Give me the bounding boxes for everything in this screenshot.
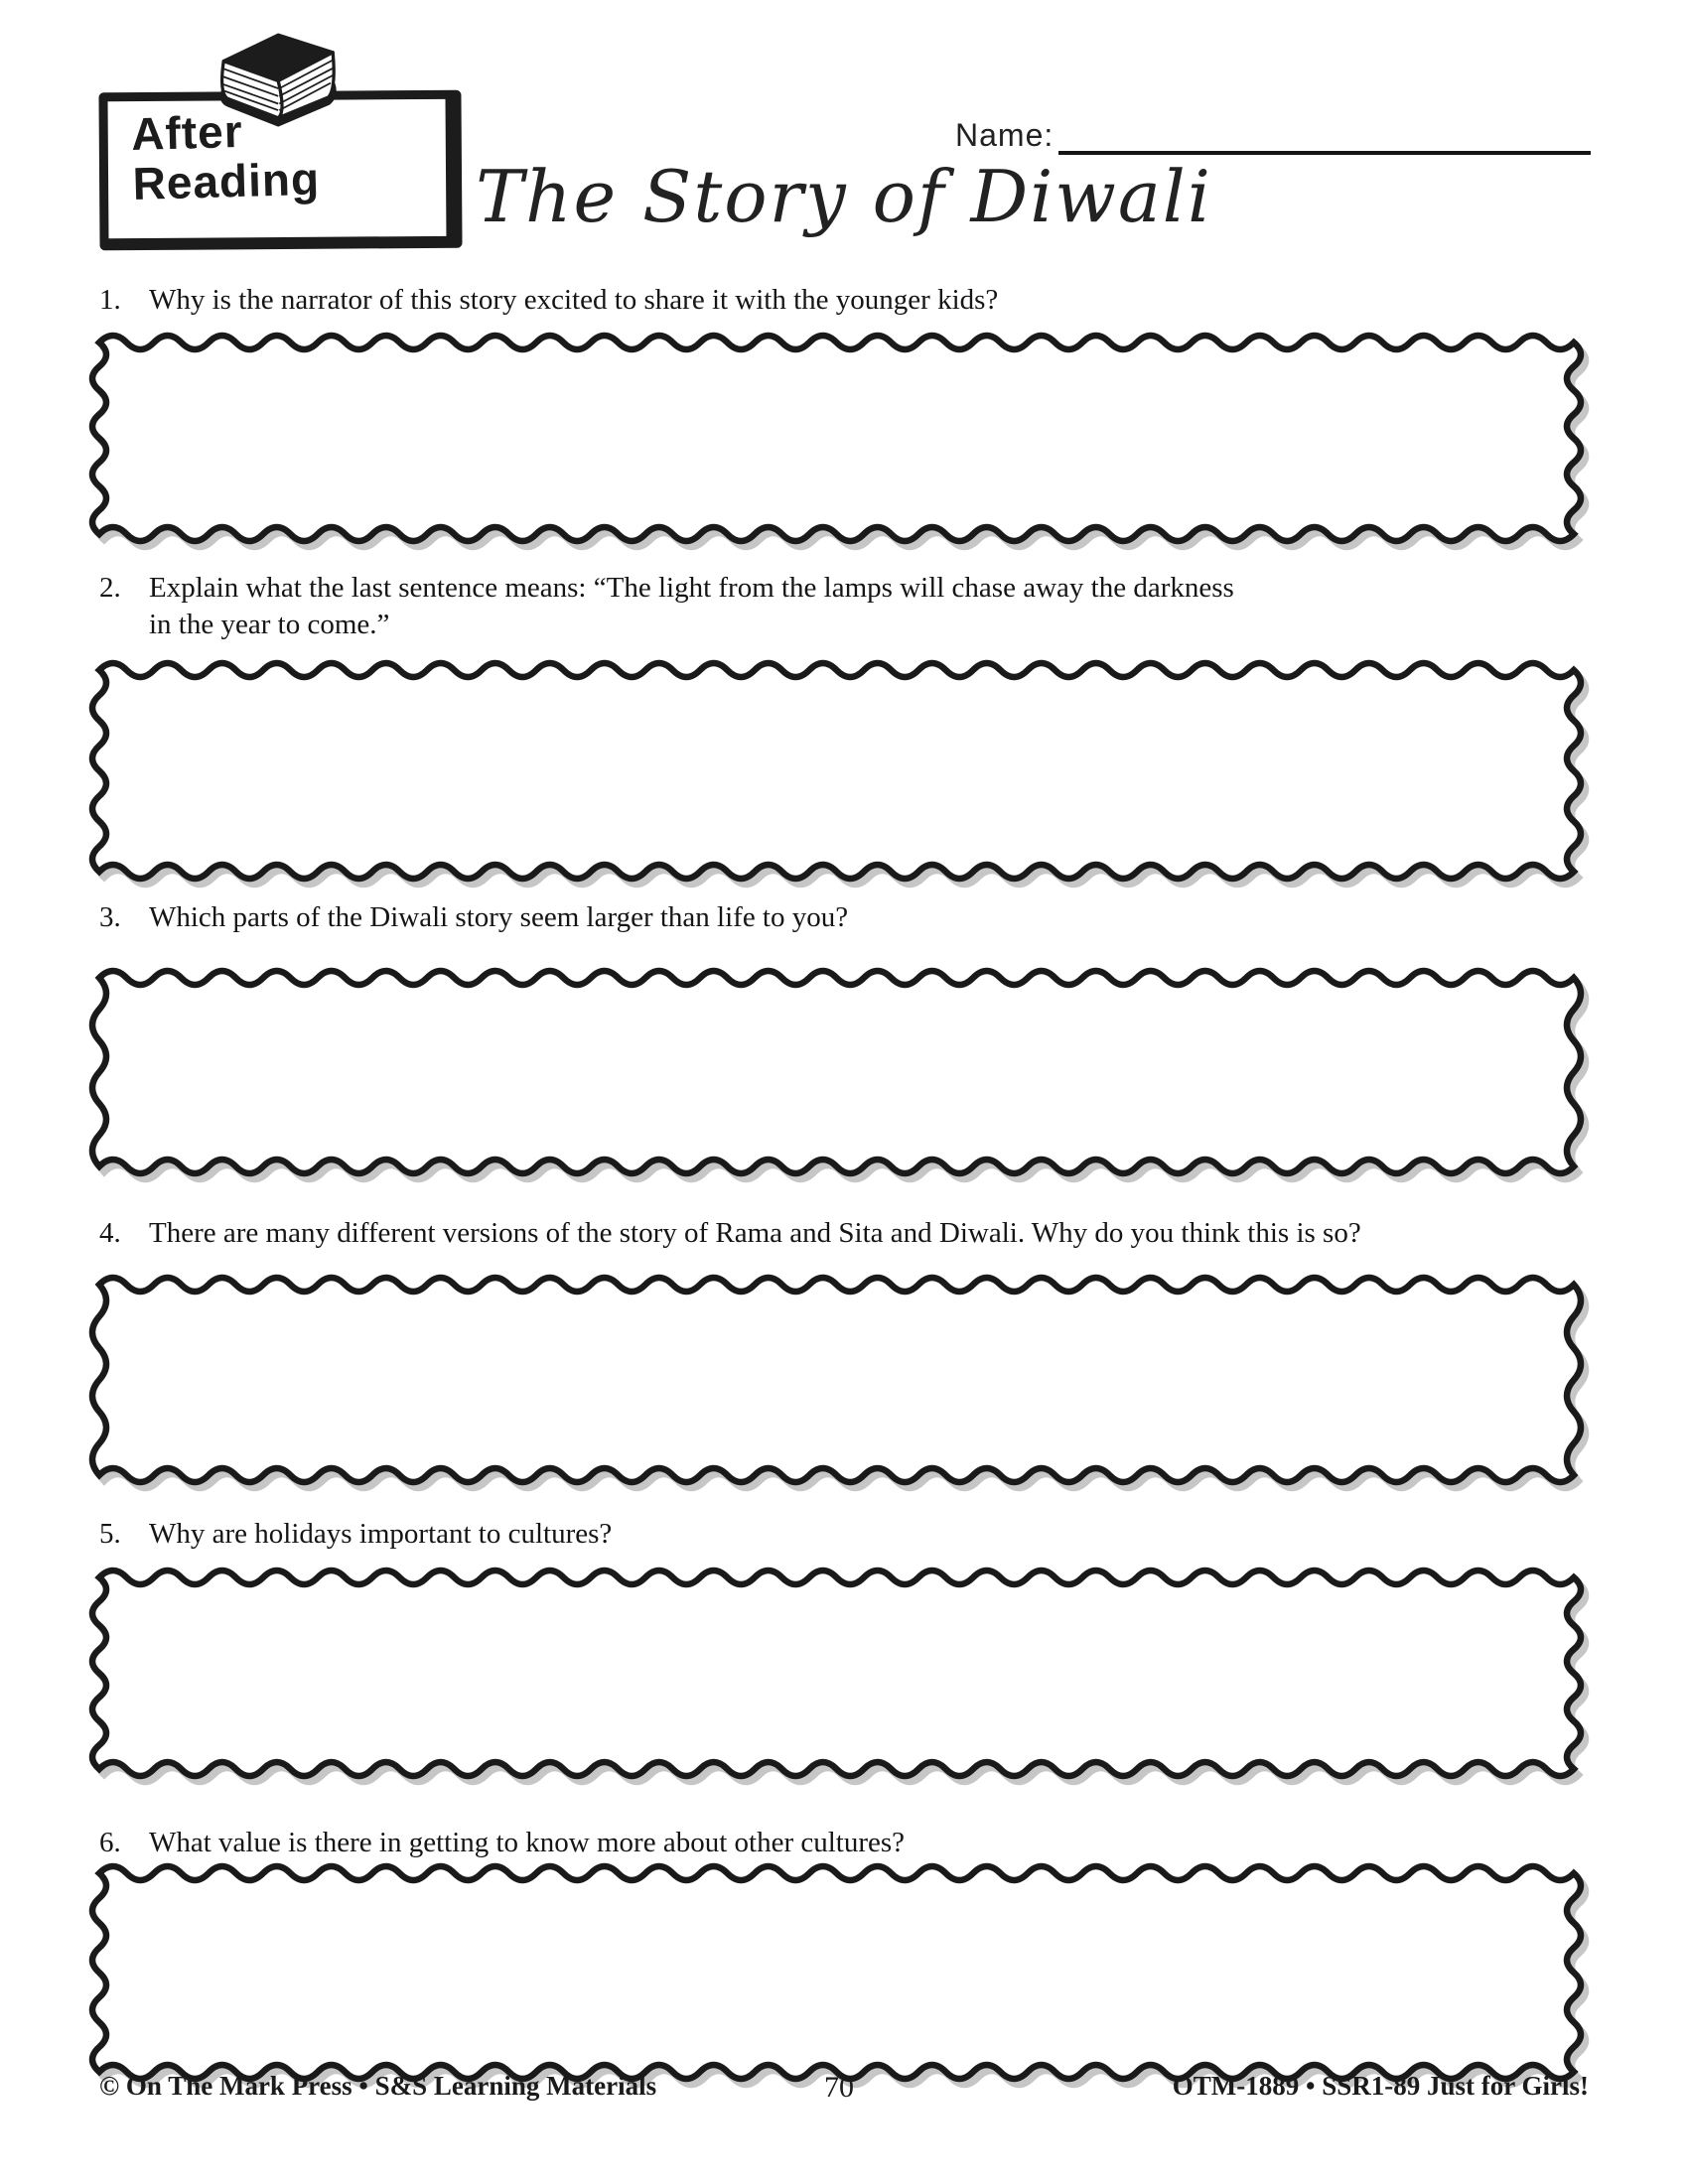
question-2-text-line1: Explain what the last sentence means: “The light from the lamps will chase away the darkness bbox=[149, 572, 1234, 604]
question-2-number: 2. bbox=[99, 572, 121, 604]
question-1 bbox=[99, 282, 1589, 319]
footer-page-number: 70 bbox=[824, 2071, 854, 2104]
question-5 bbox=[99, 1516, 1589, 1553]
badge-line2: Reading bbox=[131, 152, 321, 209]
question-1-number: 1. bbox=[99, 284, 121, 316]
question-5-number: 5. bbox=[99, 1518, 121, 1550]
question-4-number: 4. bbox=[99, 1217, 121, 1249]
question-4 bbox=[99, 1215, 1589, 1252]
book-icon bbox=[211, 18, 342, 135]
footer-copyright: © On The Mark Press • S&S Learning Materials bbox=[99, 2071, 657, 2101]
page-title: The Story of Diwali bbox=[476, 155, 1212, 238]
question-5-text: Why are holidays important to cultures? bbox=[149, 1518, 613, 1550]
question-3-number: 3. bbox=[99, 901, 121, 933]
question-3-text: Which parts of the Diwali story seem larger than life to you? bbox=[149, 901, 849, 933]
question-6-number: 6. bbox=[99, 1827, 121, 1858]
badge-line1: After bbox=[130, 104, 244, 161]
question-4-text: There are many different versions of the story of Rama and Sita and Diwali. Why do you think this is so? bbox=[149, 1217, 1361, 1249]
question-2 bbox=[99, 570, 1589, 643]
question-3 bbox=[99, 899, 1589, 936]
question-1-text: Why is the narrator of this story excited to share it with the younger kids? bbox=[149, 284, 999, 316]
name-label: Name: bbox=[955, 117, 1055, 153]
footer-product-code: OTM-1889 • SSR1-89 Just for Girls! bbox=[1172, 2071, 1589, 2101]
question-2-text-line2: in the year to come.” bbox=[149, 609, 390, 640]
question-6-text: What value is there in getting to know more about other cultures? bbox=[149, 1827, 906, 1858]
